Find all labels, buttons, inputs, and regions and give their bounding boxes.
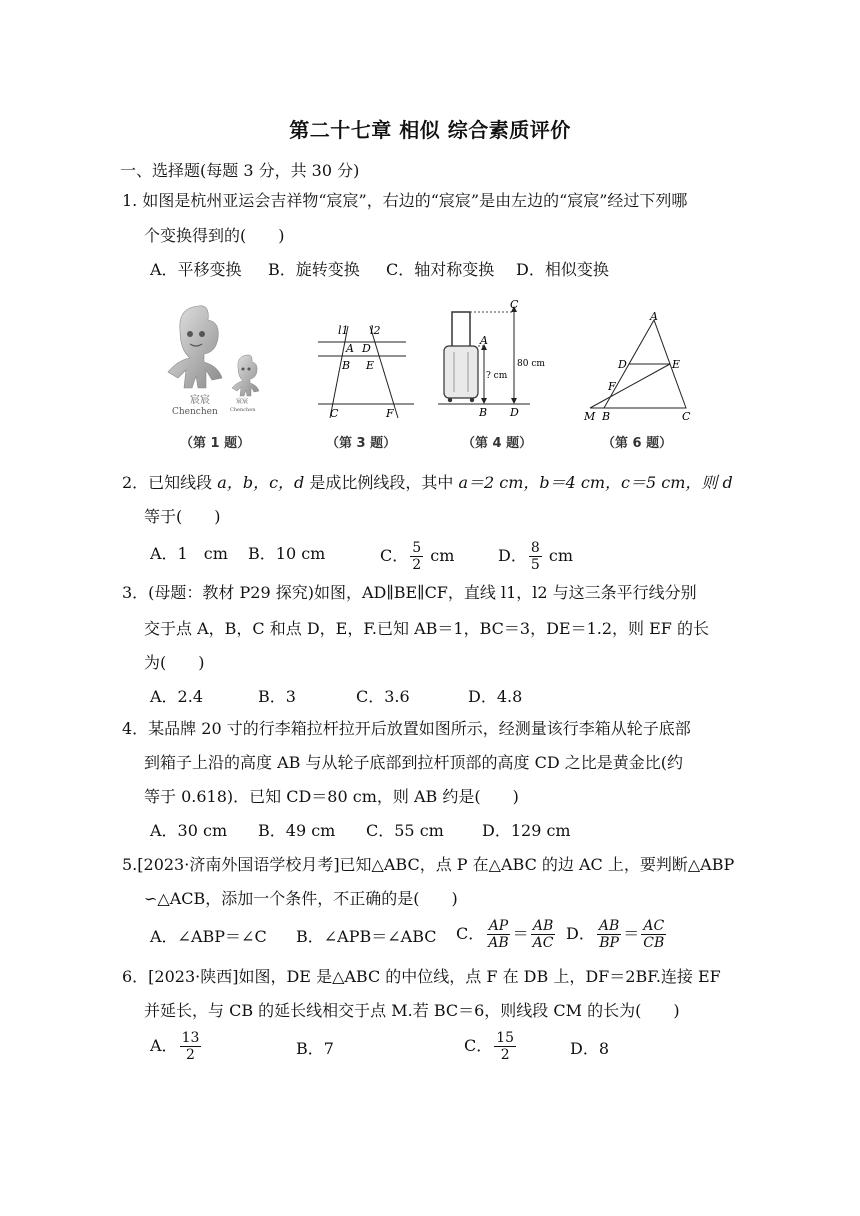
denominator: AC xyxy=(532,935,554,951)
q2-option-c-fraction xyxy=(410,540,423,573)
q1-option-a: A．平移变换 xyxy=(150,260,242,279)
denominator: 2 xyxy=(186,1047,195,1063)
large-mascot-icon xyxy=(168,306,222,388)
unit: cm xyxy=(548,546,573,565)
q5-option-d-fraction-2 xyxy=(641,918,666,951)
numerator: 5 xyxy=(412,540,422,556)
q2-option-d-prefix: D． xyxy=(498,546,527,565)
q1-line-1: 1. 如图是杭州亚运会吉祥物“宸宸”，右边的“宸宸”是由左边的“宸宸”经过下列哪 xyxy=(122,191,688,210)
label-C: C xyxy=(682,410,691,422)
denominator: 2 xyxy=(412,557,422,573)
label-l2: l2 xyxy=(370,324,381,337)
q4-options xyxy=(150,820,750,842)
numerator: AB xyxy=(532,918,554,934)
q4-option-b: B．49 cm xyxy=(258,821,336,840)
q5-option-d-fraction-1 xyxy=(597,918,621,951)
equals-sign: ＝ xyxy=(623,924,640,943)
q5-option-c-prefix: C． xyxy=(456,924,485,943)
label-D: D xyxy=(618,358,627,371)
denominator: AB xyxy=(488,935,509,951)
mascot-name-en-small: Chenchen xyxy=(230,407,256,413)
label-B: B xyxy=(479,406,488,419)
denominator: BP xyxy=(599,935,619,951)
q3-line-3: 为( ) xyxy=(144,653,205,672)
q5-option-c-fraction-1 xyxy=(486,918,510,951)
label-80cm: 80 cm xyxy=(517,359,545,369)
numerator: AP xyxy=(488,918,509,934)
q5-option-c-fraction-2 xyxy=(531,918,556,951)
figure-6-triangle xyxy=(582,310,697,422)
q6-option-b: B．7 xyxy=(296,1039,334,1058)
caption-figure-1: （第 1 题） xyxy=(180,436,251,451)
q5-options xyxy=(150,918,750,958)
q1-option-c: C．轴对称变换 xyxy=(386,260,495,279)
denominator: CB xyxy=(643,935,665,951)
q3-option-c: C．3.6 xyxy=(356,687,410,706)
q2-option-c-prefix: C． xyxy=(380,546,409,565)
q6-line-2: 并延长，与 CB 的延长线相交于点 M.若 BC＝6，则线段 CM 的长为( ) xyxy=(144,1001,680,1020)
numerator: 13 xyxy=(181,1030,200,1046)
small-mascot-icon xyxy=(232,355,259,396)
q3-option-a: A．2.4 xyxy=(150,687,204,706)
q6-option-a-prefix: A． xyxy=(150,1036,178,1055)
q5-option-c xyxy=(456,918,558,951)
q6-option-d: D．8 xyxy=(570,1039,610,1058)
q4-line-2: 到箱子上沿的高度 AB 与从轮子底部到拉杆顶部的高度 CD 之比是黄金比(约 xyxy=(144,753,683,772)
label-A: A xyxy=(480,334,488,347)
q4-option-a: A．30 cm xyxy=(150,821,228,840)
caption-figure-6: （第 6 题） xyxy=(602,436,673,451)
suitcase-icon xyxy=(444,346,478,398)
q4-line-3: 等于 0.618)．已知 CD＝80 cm，则 AB 约是( ) xyxy=(144,787,519,806)
q6-option-a-fraction xyxy=(180,1030,202,1063)
figure-1-mascots xyxy=(160,300,270,425)
label-D: D xyxy=(510,406,519,419)
q3-line-1: 3．(母题：教材 P29 探究)如图，AD∥BE∥CF，直线 l1，l2 与这三条平行线分别 xyxy=(122,583,697,602)
label-C: C xyxy=(330,407,339,420)
label-E: E xyxy=(672,358,681,371)
q1-option-d: D．相似变换 xyxy=(516,260,609,279)
numerator: AB xyxy=(598,918,620,934)
q2-text-eq: a＝2 cm，b＝4 cm，c＝5 cm，则 d xyxy=(458,473,733,492)
label-l1: l1 xyxy=(338,324,349,337)
q2-option-d-fraction xyxy=(529,540,542,573)
q3-line-2: 交于点 A，B，C 和点 D，E，F.已知 AB＝1，BC＝3，DE＝1.2，则 EF 的长 xyxy=(144,619,709,638)
numerator: 15 xyxy=(496,1030,515,1046)
q5-option-d-prefix: D． xyxy=(566,924,595,943)
label-F: F xyxy=(608,380,616,393)
q4-option-c: C．55 cm xyxy=(366,821,444,840)
q3-option-d: D．4.8 xyxy=(468,687,523,706)
numerator: 8 xyxy=(530,540,540,556)
mascot-name-small: 宸宸 xyxy=(236,398,249,405)
label-A: A xyxy=(650,310,658,323)
q2-option-c xyxy=(380,540,454,573)
q2-line-1 xyxy=(122,472,733,494)
q4-option-d: D．129 cm xyxy=(482,821,571,840)
figure-4-luggage xyxy=(438,300,553,425)
caption-figure-4: （第 4 题） xyxy=(462,436,533,451)
label-F: F xyxy=(386,407,394,420)
q5-option-a: A．∠ABP＝∠C xyxy=(150,927,267,946)
q2-line-2: 等于( ) xyxy=(144,507,221,526)
mascot-name-en: Chenchen xyxy=(172,407,218,417)
numerator: AC xyxy=(643,918,665,934)
q5-line-1: 5.[2023·济南外国语学校月考]已知△ABC，点 P 在△ABC 的边 AC 上，要判断△ABP xyxy=(122,855,735,874)
label-M: M xyxy=(584,410,596,422)
q6-option-c-prefix: C． xyxy=(464,1036,493,1055)
caption-figure-3: （第 3 题） xyxy=(326,436,397,451)
label-D: D xyxy=(362,342,371,355)
denominator: 2 xyxy=(500,1047,510,1063)
label-C: C xyxy=(510,300,519,311)
q2-text-b: 是成比例线段，其中 xyxy=(304,473,459,492)
q2-option-a: A．1 cm xyxy=(150,544,228,563)
q6-option-c xyxy=(464,1030,518,1063)
q4-line-1: 4．某品牌 20 寸的行李箱拉杆拉开后放置如图所示，经测量该行李箱从轮子底部 xyxy=(122,719,691,738)
q6-option-c-fraction xyxy=(494,1030,516,1063)
unit: cm xyxy=(430,546,455,565)
page-title: 第二十七章 相似 综合素质评价 xyxy=(289,118,571,142)
q6-line-1: 6．[2023·陕西]如图，DE 是△ABC 的中位线，点 F 在 DB 上，DF＝2BF.连接 EF xyxy=(122,967,721,986)
label-A: A xyxy=(346,342,354,355)
q5-option-d xyxy=(566,918,668,951)
q1-option-b: B．旋转变换 xyxy=(268,260,360,279)
q2-text-vars: a，b，c，d xyxy=(217,473,305,492)
q2-options xyxy=(150,540,750,576)
q2-text-a: 2．已知线段 xyxy=(122,473,218,492)
label-unknown-length: ? cm xyxy=(486,371,508,381)
section-heading: 一、选择题(每题 3 分，共 30 分) xyxy=(120,161,360,180)
q5-option-b: B．∠APB＝∠ABC xyxy=(296,927,437,946)
denominator: 5 xyxy=(530,557,540,573)
q2-option-d xyxy=(498,540,573,573)
q3-options xyxy=(150,686,750,708)
q6-option-a xyxy=(150,1030,203,1063)
label-B: B xyxy=(342,359,351,372)
equals-sign: ＝ xyxy=(512,924,529,943)
label-B: B xyxy=(602,410,611,422)
q1-line-2: 个变换得到的( ) xyxy=(144,226,285,245)
mascot-name: 宸宸 xyxy=(190,395,210,406)
q5-line-2: ∽△ACB，添加一个条件，不正确的是( ) xyxy=(144,889,458,908)
q2-option-b: B．10 cm xyxy=(248,544,326,563)
figure-3-parallel-lines xyxy=(310,318,420,423)
q3-option-b: B．3 xyxy=(258,687,296,706)
q6-options xyxy=(150,1030,750,1070)
label-E: E xyxy=(366,359,375,372)
q1-options xyxy=(150,259,750,281)
